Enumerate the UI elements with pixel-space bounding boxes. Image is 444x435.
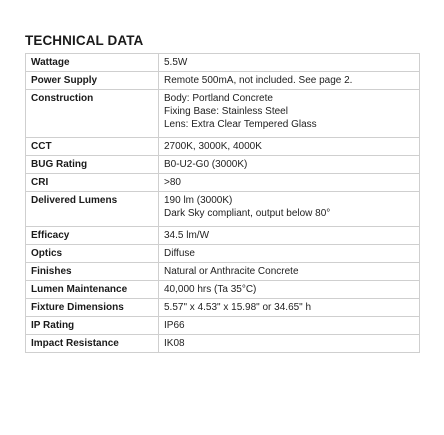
row-value-cri xyxy=(159,174,420,192)
row-value-power-supply xyxy=(159,72,420,90)
value-line: 5.57" x 4.53" x 15.98" or 34.65" h xyxy=(164,302,312,313)
table-row xyxy=(26,138,420,156)
row-value-lumen-maintenance xyxy=(159,281,420,299)
value-line: 2700K, 3000K, 4000K xyxy=(164,141,262,152)
row-value-cct xyxy=(159,138,420,156)
row-label-bug-rating: BUG Rating xyxy=(26,156,159,174)
row-value-finishes xyxy=(159,263,420,281)
table-row xyxy=(26,263,420,281)
table-row xyxy=(26,192,420,227)
value-line: Lens: Extra Clear Tempered Glass xyxy=(164,119,317,130)
row-value-delivered-lumens xyxy=(159,192,420,227)
row-value-ip-rating xyxy=(159,317,420,335)
value-line: 5.5W xyxy=(164,57,188,68)
technical-data-table xyxy=(25,53,420,353)
row-label-cct: CCT xyxy=(26,138,159,156)
value-line: >80 xyxy=(164,177,181,188)
value-line: IP66 xyxy=(164,320,185,331)
value-line: IK08 xyxy=(164,338,185,349)
table-row xyxy=(26,54,420,72)
row-value-wattage xyxy=(159,54,420,72)
row-label-cri: CRI xyxy=(26,174,159,192)
row-label-finishes: Finishes xyxy=(26,263,159,281)
row-label-delivered-lumens: Delivered Lumens xyxy=(26,192,159,227)
value-line: Fixing Base: Stainless Steel xyxy=(164,106,288,117)
row-label-power-supply: Power Supply xyxy=(26,72,159,90)
row-value-construction xyxy=(159,90,420,138)
table-row xyxy=(26,72,420,90)
row-label-lumen-maintenance: Lumen Maintenance xyxy=(26,281,159,299)
value-line: B0-U2-G0 (3000K) xyxy=(164,159,248,170)
value-line: Dark Sky compliant, output below 80° xyxy=(164,208,331,219)
row-value-bug-rating xyxy=(159,156,420,174)
table-row xyxy=(26,174,420,192)
value-line: Diffuse xyxy=(164,248,195,259)
value-line: 34.5 lm/W xyxy=(164,230,210,241)
technical-data-section xyxy=(25,33,419,353)
table-row xyxy=(26,156,420,174)
value-line: 40,000 hrs (Ta 35°C) xyxy=(164,284,257,295)
row-value-impact-resistance xyxy=(159,335,420,353)
row-label-optics: Optics xyxy=(26,245,159,263)
table-row xyxy=(26,299,420,317)
row-label-wattage: Wattage xyxy=(26,54,159,72)
row-value-fixture-dimensions xyxy=(159,299,420,317)
row-label-efficacy: Efficacy xyxy=(26,227,159,245)
row-value-efficacy xyxy=(159,227,420,245)
value-line: Natural or Anthracite Concrete xyxy=(164,266,299,277)
table-row xyxy=(26,90,420,138)
value-line: 190 lm (3000K) xyxy=(164,195,233,206)
table-row xyxy=(26,335,420,353)
row-label-construction: Construction xyxy=(26,90,159,138)
row-value-optics xyxy=(159,245,420,263)
value-line: Remote 500mA, not included. See page 2. xyxy=(164,75,353,86)
value-line: Body: Portland Concrete xyxy=(164,93,273,104)
table-row xyxy=(26,281,420,299)
table-row xyxy=(26,317,420,335)
section-title: TECHNICAL DATA xyxy=(25,33,144,48)
row-label-ip-rating: IP Rating xyxy=(26,317,159,335)
row-label-impact-resistance: Impact Resistance xyxy=(26,335,159,353)
table-row xyxy=(26,227,420,245)
row-label-fixture-dimensions: Fixture Dimensions xyxy=(26,299,159,317)
table-row xyxy=(26,245,420,263)
